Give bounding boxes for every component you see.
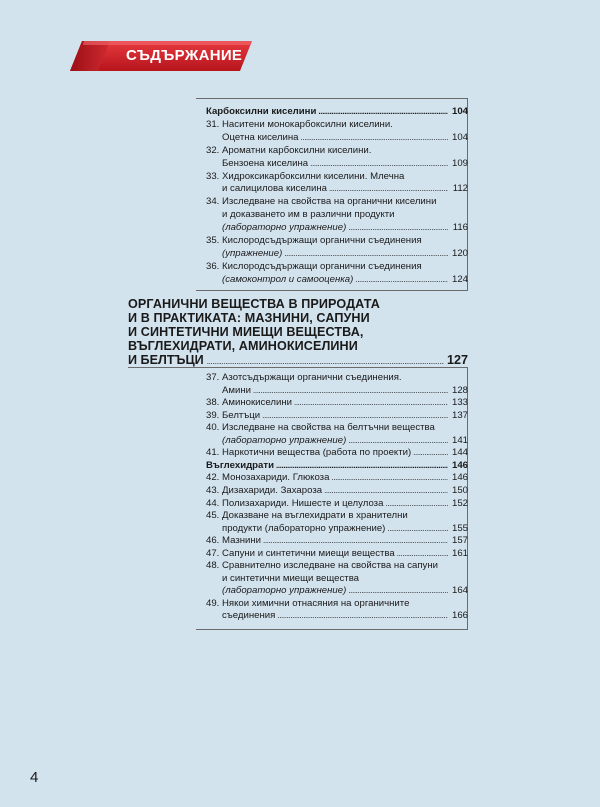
toc-entry-page: 146 — [451, 472, 468, 484]
toc-entry-text: Амини — [206, 384, 252, 396]
dot-leader — [253, 385, 448, 396]
top-rule — [196, 98, 468, 99]
toc-entry-text: Въглехидрати — [206, 459, 274, 471]
toc-entry — [206, 209, 468, 220]
toc-entry-text: (самоконтрол и самооценка) — [206, 273, 354, 285]
toc-entry — [206, 119, 468, 130]
toc-entry — [206, 183, 468, 194]
toc-entry-text: и синтетични миещи вещества — [206, 572, 360, 584]
toc-entry — [206, 460, 468, 471]
section-page: 127 — [446, 353, 468, 367]
toc-entry-text: Оцетна киселина — [206, 131, 299, 143]
toc-entry — [206, 372, 468, 383]
toc-entry-page: 166 — [451, 610, 468, 622]
toc-entry-text: продукти (лабораторно упражнение) — [206, 522, 386, 534]
toc-entry-text: 45. Доказване на въглехидрати в хранителни — [206, 510, 408, 522]
toc-entry-text: 32. Ароматни карбоксилни киселини. — [206, 144, 372, 156]
toc-entry — [206, 222, 468, 233]
dot-leader — [348, 222, 448, 233]
toc-entry-text: 47. Сапуни и синтетични миещи вещества — [206, 547, 395, 559]
toc-entry-text: (лабораторно упражнение) — [206, 585, 347, 597]
toc-entry — [206, 560, 468, 571]
toc-entry — [206, 535, 468, 546]
toc-entry-text: 48. Сравнително изследване на свойства на сапуни — [206, 560, 438, 572]
toc-entry-text: 35. Кислородсъдържащи органични съединения — [206, 235, 422, 246]
dot-leader — [387, 523, 448, 534]
toc-entry-page: 109 — [451, 157, 468, 169]
toc-entry — [206, 385, 468, 396]
page-number: 4 — [30, 769, 39, 786]
toc-entry — [206, 523, 468, 534]
toc-entry-page: 144 — [451, 447, 468, 459]
toc-entry — [206, 274, 468, 285]
dot-leader — [355, 274, 448, 285]
toc-entry-page: 150 — [451, 484, 468, 496]
toc-entry-text: 33. Хидроксикарбоксилни киселини. Млечна — [206, 170, 405, 182]
dot-leader — [276, 460, 448, 471]
toc-entry-page: 155 — [451, 522, 468, 534]
toc-entry-page: 124 — [451, 273, 468, 285]
toc-entry-page: 104 — [451, 106, 468, 117]
toc-entry-page: 157 — [451, 535, 468, 547]
dot-leader — [310, 158, 448, 169]
toc-entry-text: 31. Наситени монокарбоксилни киселини. — [206, 118, 393, 130]
toc-entry — [206, 573, 468, 584]
dot-leader — [348, 435, 448, 446]
toc-entry — [206, 106, 468, 117]
section-title — [128, 297, 458, 353]
dot-leader — [318, 106, 448, 117]
toc-entry — [206, 610, 468, 621]
section-title-line: И В ПРАКТИКАТА: МАЗНИНИ, САПУНИ — [128, 311, 370, 325]
toc-entry — [206, 235, 468, 246]
toc-entry — [206, 498, 468, 509]
toc-entry-page: 146 — [451, 459, 468, 471]
toc-entry-page: 141 — [451, 434, 468, 446]
toc-entry-page: 112 — [452, 183, 468, 195]
toc-entry-text: (лабораторно упражнение) — [206, 434, 347, 446]
toc-entry — [206, 397, 468, 408]
toc-entry-text: Бензоена киселина — [206, 157, 309, 169]
dot-leader — [331, 472, 448, 483]
toc-entry-text: 49. Някои химични отнасяния на органичните — [206, 597, 410, 609]
toc-entry-page: 128 — [451, 384, 468, 396]
group1-bottom-rule — [196, 290, 468, 291]
toc-entry-text: 34. Изследване на свойства на органични киселини — [206, 196, 437, 208]
contents-title: СЪДЪРЖАНИЕ — [126, 47, 243, 64]
toc-entry-text: (упражнение) — [206, 247, 283, 259]
toc-entry — [206, 435, 468, 446]
toc-entry-text: и доказването им в различни продукти — [206, 209, 395, 221]
section-bottom-rule — [128, 367, 468, 368]
section-title-line: ОРГАНИЧНИ ВЕЩЕСТВА В ПРИРОДАТА — [128, 297, 380, 311]
dot-leader — [294, 397, 448, 408]
dot-leader — [413, 447, 448, 458]
toc-entry-text: 41. Наркотични вещества (работа по проекти) — [206, 447, 412, 459]
toc-entry-text: 44. Полизахариди. Нишесте и целулоза — [206, 497, 384, 509]
toc-entry-text: съединения — [206, 610, 276, 622]
toc-entry — [206, 132, 468, 143]
toc-entry-page: 116 — [452, 222, 468, 234]
toc-entry — [206, 447, 468, 458]
section-title-line: И СИНТЕТИЧНИ МИЕЩИ ВЕЩЕСТВА, — [128, 325, 364, 339]
dot-leader — [263, 535, 448, 546]
dot-leader — [262, 410, 448, 421]
toc-entry-page: 161 — [451, 547, 468, 559]
toc-entry — [206, 410, 468, 421]
dot-leader — [397, 548, 448, 559]
toc-entry-text: (лабораторно упражнение) — [206, 222, 347, 234]
toc-entry-page: 104 — [451, 131, 468, 143]
toc-entry-text: и салицилова киселина — [206, 183, 327, 195]
dot-leader — [301, 132, 448, 143]
toc-entry-text: 38. Аминокиселини — [206, 397, 292, 409]
toc-entry — [206, 472, 468, 483]
section-title-line: ВЪГЛЕХИДРАТИ, АМИНОКИСЕЛИНИ — [128, 339, 358, 353]
toc-entry — [206, 171, 468, 182]
toc-entry — [206, 158, 468, 169]
toc-entry — [206, 485, 468, 496]
toc-entry — [206, 548, 468, 559]
group2-bottom-rule — [196, 629, 468, 630]
toc-entry-text: 40. Изследване на свойства на белтъчни вещества — [206, 422, 435, 434]
toc-entry-page: 133 — [451, 397, 468, 409]
toc-entry-page: 152 — [451, 497, 468, 509]
toc-entry-page: 164 — [451, 585, 468, 597]
toc-entry — [206, 145, 468, 156]
dot-leader — [348, 585, 448, 596]
toc-entry — [206, 248, 468, 259]
toc-entry-page: 120 — [451, 247, 468, 259]
toc-entry — [206, 510, 468, 521]
toc-entry-text: 46. Мазнини — [206, 535, 262, 547]
toc-entry-text: 42. Монозахариди. Глюкоза — [206, 472, 330, 484]
contents-banner — [70, 41, 252, 71]
toc-entry-text: 36. Кислородсъдържащи органични съединения — [206, 260, 422, 272]
toc-entry — [206, 261, 468, 272]
toc-entry — [206, 585, 468, 596]
dot-leader — [385, 498, 448, 509]
toc-entry-page: 137 — [451, 409, 468, 421]
toc-entry-text: Карбоксилни киселини — [206, 106, 317, 117]
toc-entry-text: 43. Дизахариди. Захароза — [206, 484, 323, 496]
dot-leader — [324, 485, 448, 496]
dot-leader — [329, 183, 448, 194]
toc-entry-text: 39. Белтъци — [206, 409, 261, 421]
dot-leader — [277, 610, 448, 621]
toc-entry — [206, 598, 468, 609]
toc-entry — [206, 196, 468, 207]
section-title-last: И БЕЛТЪЦИ — [128, 353, 204, 367]
dot-leader — [284, 248, 448, 259]
toc-entry-text: 37. Азотсъдържащи органични съединения. — [206, 372, 402, 383]
toc-entry — [206, 422, 468, 433]
